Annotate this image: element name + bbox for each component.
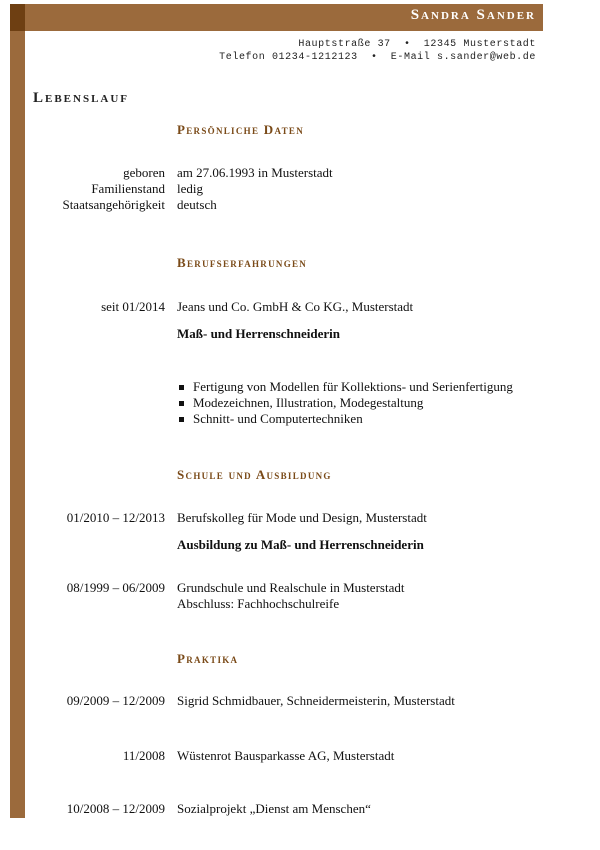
- personal-label-nationality: Staatsangehörigkeit: [62, 197, 165, 212]
- internship-date: 11/2008: [122, 748, 165, 763]
- education-degree: Abschluss: Fachhochschulreife: [177, 596, 340, 611]
- education-degree: Ausbildung zu Maß- und Herrenschneiderin: [177, 537, 424, 552]
- education-institution: Grundschule und Realschule in Musterstadt: [177, 580, 405, 595]
- list-item: Fertigung von Modellen für Kollektions- und Serienfertigung: [177, 379, 513, 395]
- section-heading-personal: Persönliche Daten: [177, 122, 305, 137]
- personal-value-status: ledig: [177, 181, 203, 196]
- personal-label-birth: geboren: [123, 165, 165, 180]
- contact-block: [219, 38, 536, 64]
- internship-place: Wüstenrot Bausparkasse AG, Musterstadt: [177, 748, 395, 763]
- list-item: Modezeichnen, Illustration, Modegestaltung: [177, 395, 513, 411]
- applicant-name: Sandra Sander: [410, 7, 536, 23]
- internship-date: 10/2008 – 12/2009: [66, 801, 165, 816]
- internship-place: Sozialprojekt „Dienst am Menschen“: [177, 801, 371, 816]
- section-heading-internships: Praktika: [177, 651, 239, 666]
- experience-task-list: [177, 379, 513, 427]
- experience-date: seit 01/2014: [101, 299, 165, 314]
- personal-value-birth: am 27.06.1993 in Musterstadt: [177, 165, 333, 180]
- personal-value-nationality: deutsch: [177, 197, 217, 212]
- education-date: 01/2010 – 12/2013: [66, 510, 165, 525]
- section-heading-experience: Berufserfahrungen: [177, 255, 308, 270]
- document-title: Lebenslauf: [33, 90, 130, 106]
- personal-label-status: Familienstand: [91, 181, 165, 196]
- list-item: Schnitt- und Computertechniken: [177, 411, 513, 427]
- contact-line: Telefon 01234-1212123 • E-Mail s.sander@web.de: [219, 52, 536, 63]
- experience-position: Maß- und Herrenschneiderin: [177, 326, 340, 341]
- left-accent-bar: [10, 4, 25, 818]
- education-date: 08/1999 – 06/2009: [66, 580, 165, 595]
- section-heading-education: Schule und Ausbildung: [177, 467, 332, 482]
- internship-date: 09/2009 – 12/2009: [66, 693, 165, 708]
- header-bar: [25, 4, 543, 31]
- internship-place: Sigrid Schmidbauer, Schneidermeisterin, Musterstadt: [177, 693, 455, 708]
- experience-company: Jeans und Co. GmbH & Co KG., Musterstadt: [177, 299, 414, 314]
- left-accent-cap: [10, 4, 25, 31]
- address-line: Hauptstraße 37 • 12345 Musterstadt: [298, 39, 536, 50]
- education-institution: Berufskolleg für Mode und Design, Musterstadt: [177, 510, 427, 525]
